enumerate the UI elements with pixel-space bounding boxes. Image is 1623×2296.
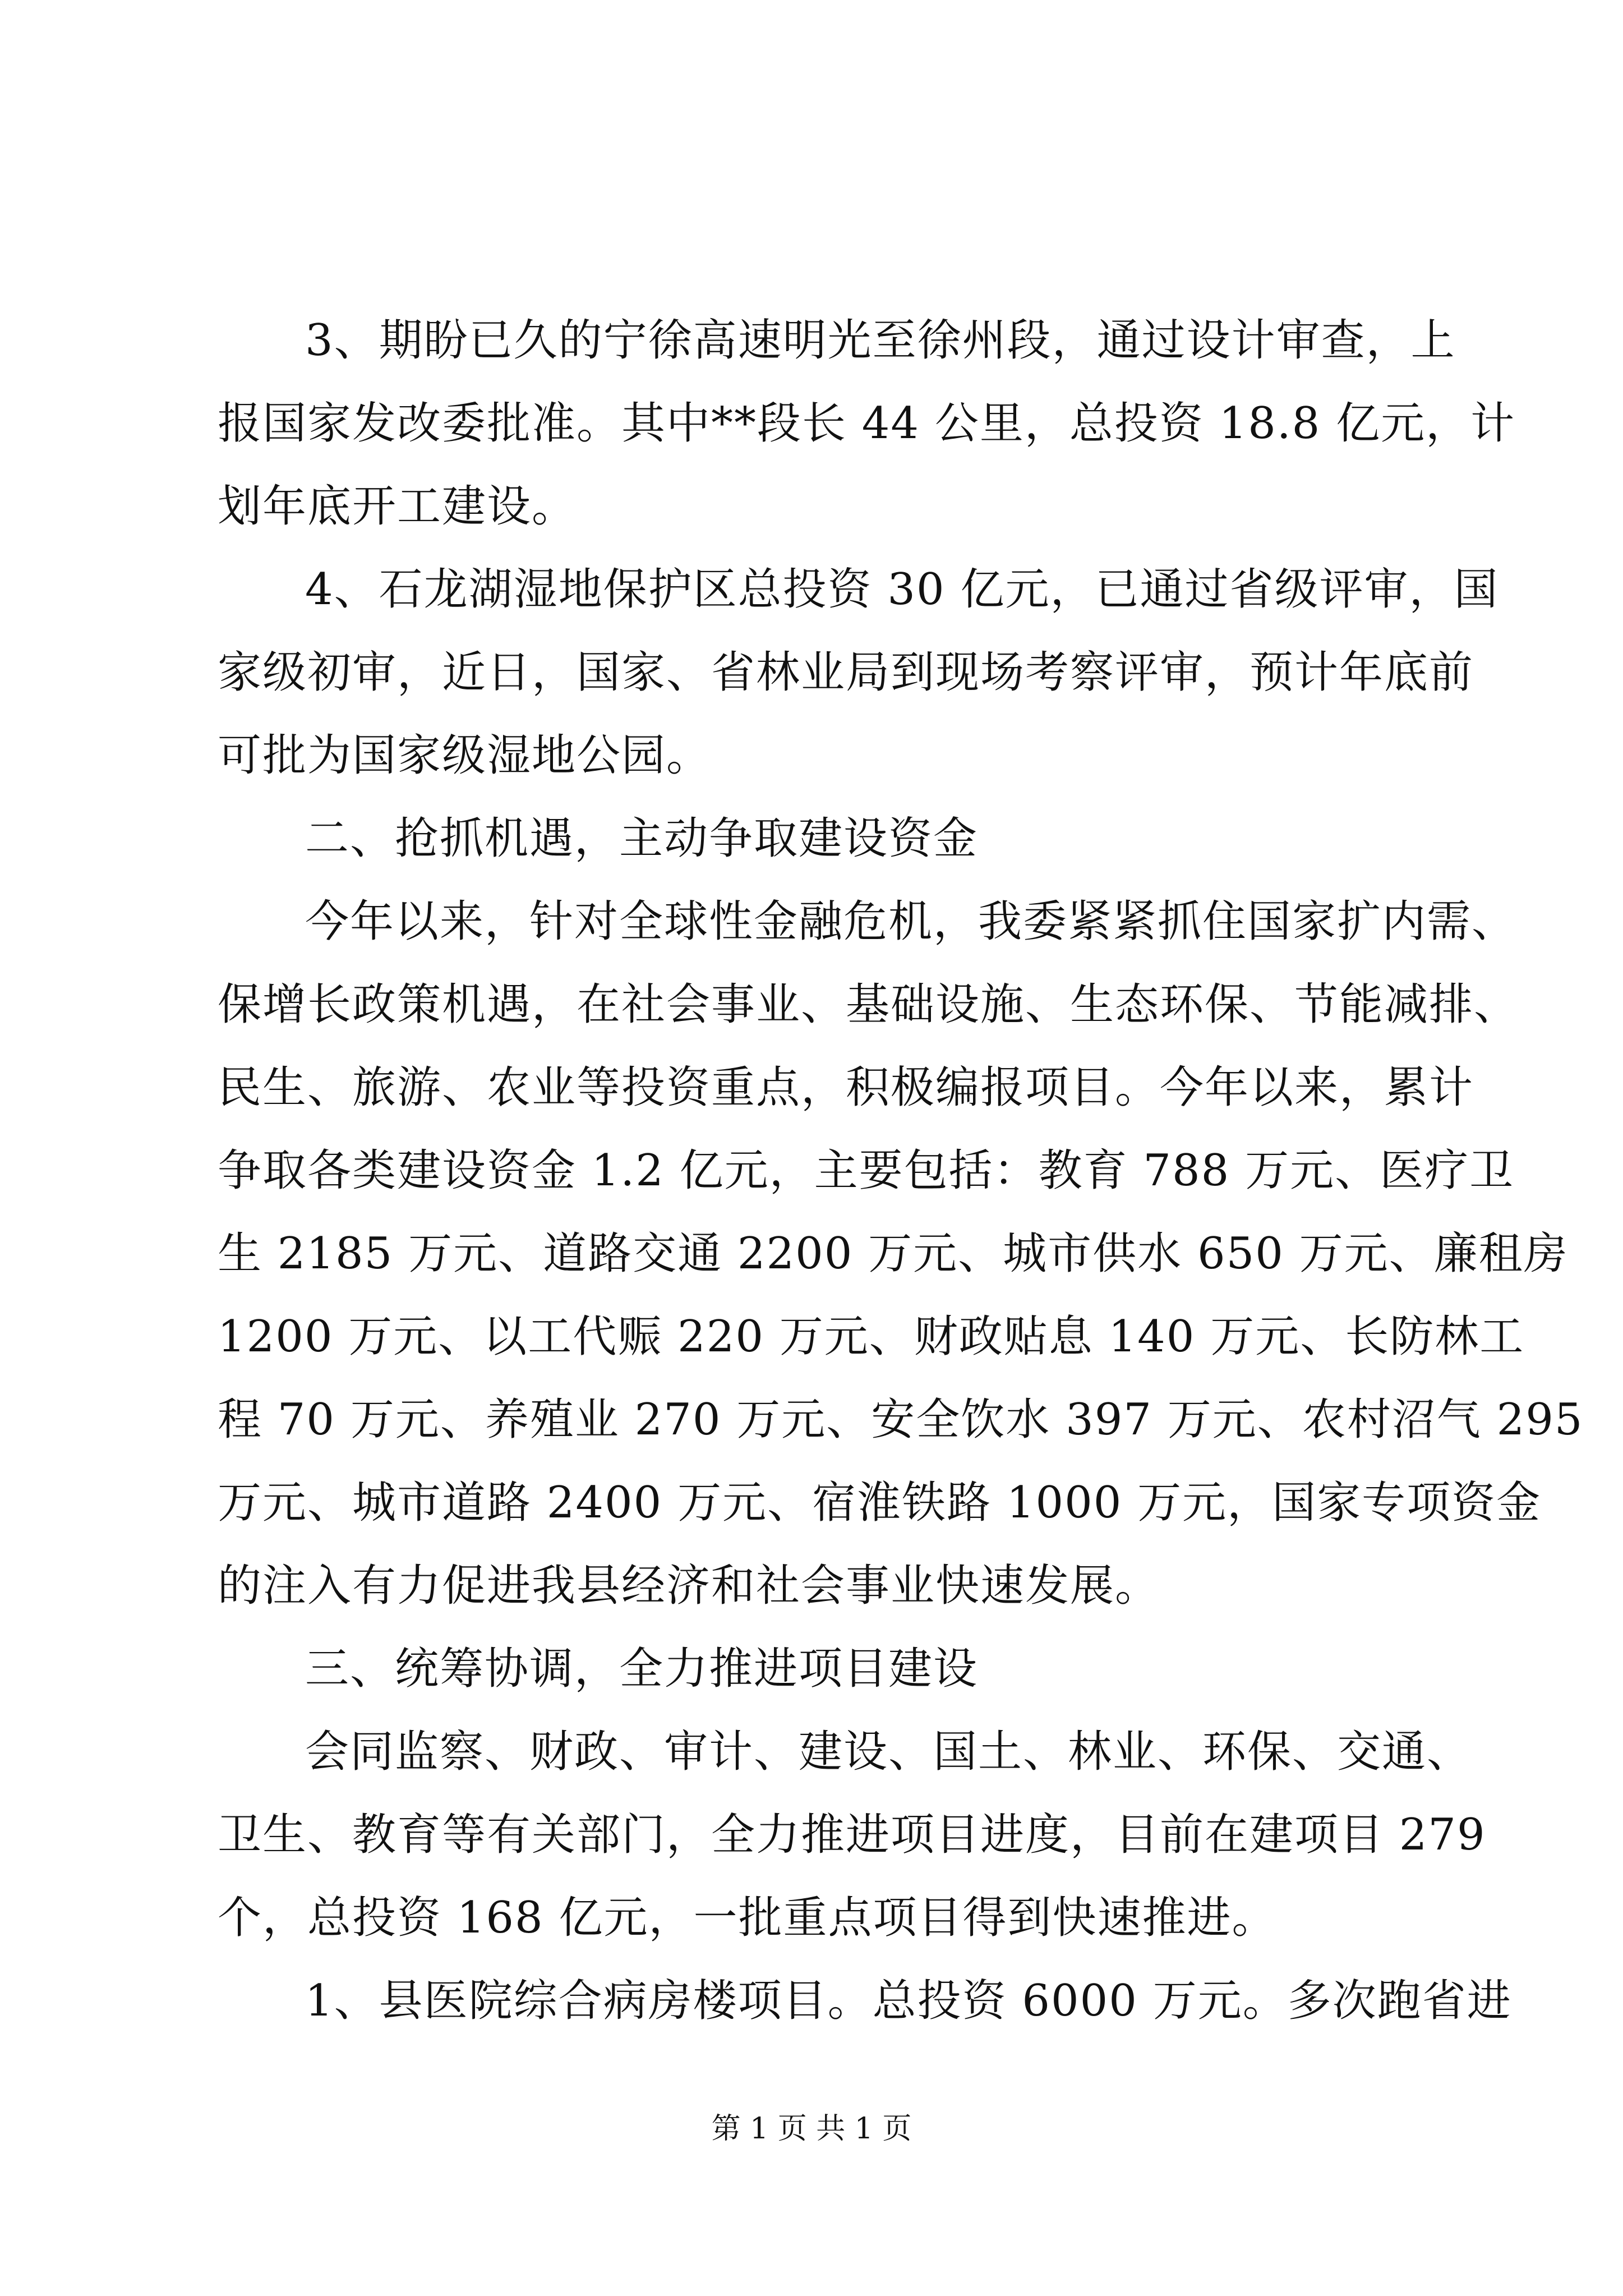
section-heading: 二、抢抓机遇，主动争取建设资金 [305,813,979,864]
text-line: 的注入有力促进我县经济和社会事业快速发展。 [218,1561,1160,1611]
text-line: 报国家发改委批准。其中**段长 44 公里，总投资 18.8 亿元，计 [218,398,1516,449]
text-line: 个，总投资 168 亿元，一批重点项目得到快速推进。 [218,1893,1277,1943]
text-line: 1200 万元、以工代赈 220 万元、财政贴息 140 万元、长防林工 [218,1312,1525,1362]
text-line: 会同监察、财政、审计、建设、国土、林业、环保、交通、 [305,1727,1472,1777]
text-line: 可批为国家级湿地公园。 [218,730,712,781]
text-line: 程 70 万元、养殖业 270 万元、安全饮水 397 万元、农村沼气 295 [218,1395,1584,1445]
text-line: 万元、城市道路 2400 万元、宿淮铁路 1000 万元，国家专项资金 [218,1478,1542,1528]
page-footer [0,2109,1623,2148]
text-line: 4、石龙湖湿地保护区总投资 30 亿元，已通过省级评审，国 [305,564,1499,615]
text-line: 卫生、教育等有关部门，全力推进项目进度，目前在建项目 279 [218,1810,1486,1860]
text-line: 划年底开工建设。 [218,481,577,532]
text-line: 3、期盼已久的宁徐高速明光至徐州段，通过设计审查，上 [305,315,1456,366]
text-line: 保增长政策机遇，在社会事业、基础设施、生态环保、节能减排、 [218,979,1519,1030]
text-line: 生 2185 万元、道路交通 2200 万元、城市供水 650 万元、廉租房 [218,1228,1569,1279]
text-line: 今年以来，针对全球性金融危机，我委紧紧抓住国家扩内需、 [305,896,1517,947]
section-heading: 三、统筹协调，全力推进项目建设 [305,1644,979,1694]
text-line: 争取各类建设资金 1.2 亿元，主要包括：教育 788 万元、医疗卫 [218,1145,1515,1196]
text-line: 家级初审，近日，国家、省林业局到现场考察评审，预计年底前 [218,647,1474,698]
page-number-label: 第 1 页 共 1 页 [711,2112,912,2146]
text-line: 民生、旅游、农业等投资重点，积极编报项目。今年以来，累计 [218,1062,1474,1113]
document-body [218,299,1584,2042]
text-line: 1、县医院综合病房楼项目。总投资 6000 万元。多次跑省进 [305,1976,1512,2026]
